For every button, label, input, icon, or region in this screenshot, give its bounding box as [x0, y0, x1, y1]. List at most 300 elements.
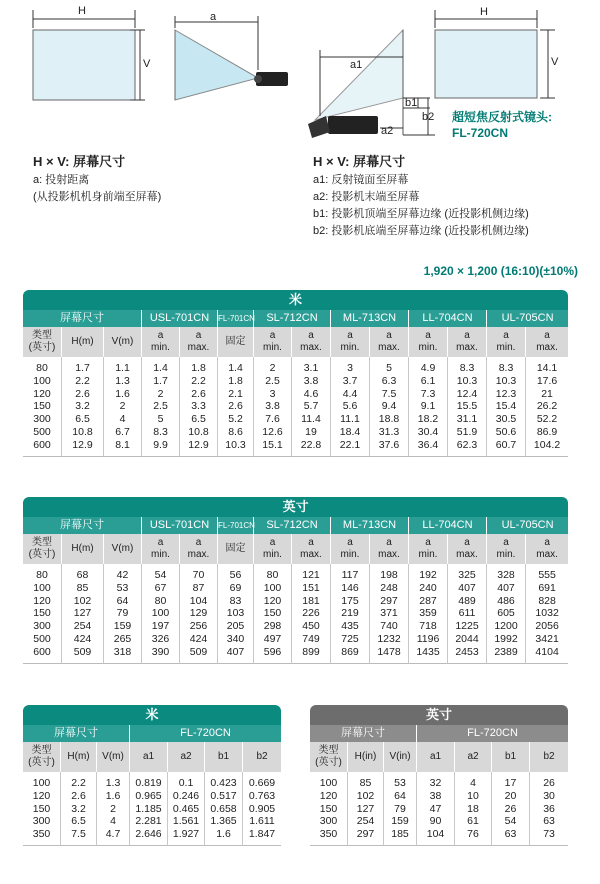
- table-cell: 1.6: [96, 790, 129, 803]
- table-row: [23, 564, 568, 582]
- table-cell: 300: [319, 815, 338, 828]
- column-header: b2: [242, 742, 281, 772]
- screen-size-header: 屏幕尺寸: [23, 310, 141, 327]
- table-row: [23, 815, 281, 828]
- table-cell: 53: [383, 772, 416, 790]
- table-cell: 26: [529, 772, 568, 790]
- model-header: UL-705CN: [486, 517, 568, 534]
- table-cell: 181: [291, 595, 330, 608]
- table-cell: 2.6: [217, 400, 253, 413]
- table-cell: 1.8: [217, 375, 253, 388]
- table-cell: 129: [179, 607, 217, 620]
- table-cell: 740: [369, 620, 408, 633]
- table-cell: 3: [253, 388, 291, 401]
- table-cell: 18.8: [369, 413, 408, 426]
- table-cell: 159: [383, 815, 416, 828]
- a-max-header: a max.: [447, 327, 486, 357]
- table-cell: 80: [36, 569, 48, 581]
- column-header: a2: [454, 742, 491, 772]
- table-cell: 326: [141, 633, 179, 646]
- table-cell: 0.517: [204, 790, 242, 803]
- table-cell: 53: [103, 582, 141, 595]
- table-cell: 8.6: [217, 426, 253, 439]
- table-cell: 2.5: [141, 400, 179, 413]
- h-header: H(m): [61, 327, 103, 357]
- table-cell: 600: [23, 646, 61, 664]
- table-cell: 9.1: [408, 400, 447, 413]
- table-cell: 1.1: [103, 357, 141, 375]
- table-row: [23, 439, 568, 457]
- table-body: [23, 497, 568, 664]
- model-header: SL-712CN: [253, 517, 330, 534]
- table-cell: 509: [61, 646, 103, 664]
- table-cell: 600: [23, 439, 61, 457]
- table-cell: 80: [36, 362, 48, 374]
- table-cell: 9.9: [141, 439, 179, 457]
- table-cell: 8.3: [447, 357, 486, 375]
- table-cell: 60.7: [486, 439, 525, 457]
- table-cell: 328: [486, 564, 525, 582]
- model-row: [23, 725, 281, 742]
- table-row: [310, 828, 568, 846]
- table-cell: 371: [369, 607, 408, 620]
- table-cell: 2: [253, 357, 291, 375]
- table-cell: 4.4: [330, 388, 369, 401]
- table-cell: 14.1: [525, 357, 568, 375]
- table-cell: 219: [330, 607, 369, 620]
- table-cell: 50.6: [486, 426, 525, 439]
- table-cell: 1.365: [204, 815, 242, 828]
- fl720-table-inches: [310, 705, 568, 846]
- a-min-header: a min.: [486, 327, 525, 357]
- table-row: [23, 646, 568, 664]
- table-cell: 2.2: [179, 375, 217, 388]
- table-cell: 37.6: [369, 439, 408, 457]
- unit-header: 米: [23, 705, 281, 725]
- table-row: [23, 803, 281, 816]
- table-cell: 83: [217, 595, 253, 608]
- table-cell: 0.669: [242, 772, 281, 790]
- table-cell: 12.6: [253, 426, 291, 439]
- table-cell: 120: [33, 594, 51, 607]
- table-cell: 2453: [447, 646, 486, 664]
- table-cell: 0.819: [129, 772, 167, 790]
- table-cell: 486: [486, 595, 525, 608]
- table-cell: 2.281: [129, 815, 167, 828]
- table-cell: 68: [61, 564, 103, 582]
- table-cell: 31.3: [369, 426, 408, 439]
- table-cell: 63: [529, 815, 568, 828]
- table-cell: 146: [330, 582, 369, 595]
- table-cell: 4: [96, 815, 129, 828]
- table-cell: 899: [291, 646, 330, 664]
- column-header: a1: [129, 742, 167, 772]
- unit-row: [23, 705, 281, 725]
- table-cell: 1.3: [103, 375, 141, 388]
- column-header: V(m): [96, 742, 129, 772]
- screen-size-header: 屏幕尺寸: [310, 725, 416, 742]
- table-cell: 127: [347, 803, 383, 816]
- table-cell: 450: [291, 620, 330, 633]
- table-cell: 6.1: [408, 375, 447, 388]
- table-cell: 61: [454, 815, 491, 828]
- table-cell: 7.6: [253, 413, 291, 426]
- table-cell: 54: [491, 815, 529, 828]
- table-cell: 297: [347, 828, 383, 846]
- table-cell: 52.2: [525, 413, 568, 426]
- table-cell: 869: [330, 646, 369, 664]
- table-cell: 100: [253, 582, 291, 595]
- table-cell: 1.185: [129, 803, 167, 816]
- table-cell: 150: [319, 802, 338, 815]
- table-row: [23, 595, 568, 608]
- table-cell: 2056: [525, 620, 568, 633]
- table-cell: 54: [141, 564, 179, 582]
- table-cell: 4: [454, 772, 491, 790]
- table-cell: 15.4: [486, 400, 525, 413]
- unit-header: 英寸: [23, 497, 568, 517]
- notes-right-line: b2: 投影机底端至屏幕边缘 (近投影机侧边缘): [313, 225, 529, 237]
- table-cell: 17.6: [525, 375, 568, 388]
- table-cell: 127: [61, 607, 103, 620]
- table-cell: 12.3: [486, 388, 525, 401]
- model-header: USL-701CN: [141, 310, 217, 327]
- table-cell: 120: [319, 789, 338, 802]
- table-cell: 1196: [408, 633, 447, 646]
- a-max-header: a max.: [525, 327, 568, 357]
- type-header: 类型 (英寸): [23, 327, 61, 357]
- table-cell: 1200: [486, 620, 525, 633]
- table-cell: 198: [369, 564, 408, 582]
- a-min-header: a min.: [141, 327, 179, 357]
- table-cell: 120: [32, 789, 51, 802]
- table-row: [23, 400, 568, 413]
- table-cell: 79: [383, 803, 416, 816]
- table-cell: 350: [310, 828, 347, 846]
- table-cell: 407: [486, 582, 525, 595]
- table-cell: 100: [141, 607, 179, 620]
- column-header: H(m): [60, 742, 96, 772]
- table-body: [23, 705, 281, 846]
- fl720-table-meters: [23, 705, 281, 846]
- throw-table-meters: [23, 290, 568, 457]
- left-h-label: H: [78, 5, 86, 17]
- table-cell: 2: [141, 388, 179, 401]
- table-cell: 100: [33, 374, 51, 387]
- table-cell: 1.6: [204, 828, 242, 846]
- table-cell: 1.847: [242, 828, 281, 846]
- table-cell: 5.2: [217, 413, 253, 426]
- table-row: [23, 790, 281, 803]
- table-cell: 2: [103, 400, 141, 413]
- a-min-header: a min.: [141, 534, 179, 564]
- table-cell: 73: [529, 828, 568, 846]
- table-cell: 424: [61, 633, 103, 646]
- table-cell: 80: [141, 595, 179, 608]
- a-max-header: a max.: [525, 534, 568, 564]
- table-cell: 500: [33, 425, 51, 438]
- table-row: [310, 772, 568, 790]
- table-cell: 1.561: [167, 815, 204, 828]
- table-cell: 5: [141, 413, 179, 426]
- table-row: [23, 772, 281, 790]
- table-cell: 2: [96, 803, 129, 816]
- fixed-header: 固定: [217, 327, 253, 357]
- subheader-row: [23, 742, 281, 772]
- table-cell: 300: [33, 620, 51, 633]
- table-cell: 828: [525, 595, 568, 608]
- table-cell: 150: [33, 607, 51, 620]
- table-cell: 80: [253, 564, 291, 582]
- table-cell: 555: [525, 564, 568, 582]
- table-cell: 151: [291, 582, 330, 595]
- table-cell: 254: [61, 620, 103, 633]
- model-header: FL-701CN: [217, 517, 253, 534]
- table-cell: 6.5: [61, 413, 103, 426]
- table-cell: 1.8: [179, 357, 217, 375]
- table-cell: 205: [217, 620, 253, 633]
- a-min-header: a min.: [408, 534, 447, 564]
- table-cell: 20: [491, 790, 529, 803]
- table-cell: 265: [103, 633, 141, 646]
- notes-left-title: H × V: 屏幕尺寸: [33, 154, 126, 169]
- table-cell: 22.8: [291, 439, 330, 457]
- table-cell: 300: [33, 413, 51, 426]
- notes-right-line: b1: 投影机顶端至屏幕边缘 (近投影机侧边缘): [313, 208, 529, 220]
- a-max-header: a max.: [369, 327, 408, 357]
- table-row: [23, 388, 568, 401]
- table-cell: 31.1: [447, 413, 486, 426]
- table-cell: 32: [416, 772, 454, 790]
- table-cell: 2389: [486, 646, 525, 664]
- table-cell: 350: [23, 828, 60, 846]
- unit-row: [310, 705, 568, 725]
- column-header: H(in): [347, 742, 383, 772]
- table-cell: 18.2: [408, 413, 447, 426]
- a-min-header: a min.: [330, 327, 369, 357]
- unit-header: 米: [23, 290, 568, 310]
- table-cell: 1992: [486, 633, 525, 646]
- table-cell: 192: [408, 564, 447, 582]
- notes-left-line: a: 投射距离: [33, 174, 90, 186]
- table-cell: 197: [141, 620, 179, 633]
- table-cell: 1.7: [141, 375, 179, 388]
- model-header: LL-704CN: [408, 310, 486, 327]
- column-header: b1: [204, 742, 242, 772]
- table-cell: 5.6: [330, 400, 369, 413]
- a-min-header: a min.: [486, 534, 525, 564]
- table-cell: 0.246: [167, 790, 204, 803]
- table-cell: 104.2: [525, 439, 568, 457]
- table-row: [310, 790, 568, 803]
- a-max-header: a max.: [179, 534, 217, 564]
- table-row: [23, 413, 568, 426]
- table-cell: 435: [330, 620, 369, 633]
- table-cell: 1.6: [103, 388, 141, 401]
- lens-caption-line2: FL-720CN: [452, 126, 509, 140]
- table-cell: 10.3: [486, 375, 525, 388]
- table-cell: 407: [217, 646, 253, 664]
- table-cell: 3.2: [60, 803, 96, 816]
- table-cell: 318: [103, 646, 141, 664]
- table-cell: 725: [330, 633, 369, 646]
- v-header: V(m): [103, 534, 141, 564]
- table-row: [23, 357, 568, 375]
- table-cell: 287: [408, 595, 447, 608]
- a-max-header: a max.: [447, 534, 486, 564]
- table-cell: 3.8: [253, 400, 291, 413]
- table-cell: 15.1: [253, 439, 291, 457]
- table-cell: 0.1: [167, 772, 204, 790]
- table-cell: 749: [291, 633, 330, 646]
- column-header: V(in): [383, 742, 416, 772]
- a-min-header: a min.: [253, 327, 291, 357]
- table-cell: 500: [33, 632, 51, 645]
- table-cell: 12.9: [61, 439, 103, 457]
- table-cell: 300: [32, 815, 51, 828]
- table-cell: 3421: [525, 633, 568, 646]
- table-cell: 150: [32, 802, 51, 815]
- notes-right: [313, 172, 529, 240]
- model-row: [23, 310, 568, 327]
- table-cell: 240: [408, 582, 447, 595]
- right-h-label: H: [480, 6, 488, 18]
- unit-row: [23, 497, 568, 517]
- table-cell: 4.7: [96, 828, 129, 846]
- table-cell: 4104: [525, 646, 568, 664]
- notes-right-line: a2: 投影机末端至屏幕: [313, 191, 420, 203]
- a-min-header: a min.: [408, 327, 447, 357]
- unit-row: [23, 290, 568, 310]
- table-cell: 76: [454, 828, 491, 846]
- subheader-row: [23, 534, 568, 564]
- table-cell: 63: [491, 828, 529, 846]
- table-cell: 30: [529, 790, 568, 803]
- table-cell: 4.6: [291, 388, 330, 401]
- table-cell: 5.7: [291, 400, 330, 413]
- notes-right-line: a1: 反射镜面至屏幕: [313, 174, 409, 186]
- a-min-header: a min.: [253, 534, 291, 564]
- table-cell: 120: [253, 595, 291, 608]
- table-cell: 90: [416, 815, 454, 828]
- table-cell: 298: [253, 620, 291, 633]
- notes-left: [33, 172, 161, 206]
- table-cell: 5: [369, 357, 408, 375]
- model-row: [23, 517, 568, 534]
- a-max-header: a max.: [369, 534, 408, 564]
- left-a-label: a: [210, 11, 217, 23]
- table-cell: 150: [33, 400, 51, 413]
- v-header: V(m): [103, 327, 141, 357]
- table-cell: 86.9: [525, 426, 568, 439]
- table-cell: 0.465: [167, 803, 204, 816]
- table-cell: 56: [217, 564, 253, 582]
- table-cell: 254: [347, 815, 383, 828]
- table-cell: 1032: [525, 607, 568, 620]
- table-cell: 102: [347, 790, 383, 803]
- table-cell: 0.965: [129, 790, 167, 803]
- table-cell: 67: [141, 582, 179, 595]
- model-header: ML-713CN: [330, 517, 408, 534]
- table-row: [310, 803, 568, 816]
- table-row: [23, 426, 568, 439]
- table-cell: 1435: [408, 646, 447, 664]
- table-cell: 1478: [369, 646, 408, 664]
- table-cell: 11.4: [291, 413, 330, 426]
- table-cell: 102: [61, 595, 103, 608]
- model-header: FL-701CN: [217, 310, 253, 327]
- table-cell: 1232: [369, 633, 408, 646]
- table-cell: 8.3: [141, 426, 179, 439]
- right-a1-label: a1: [350, 59, 363, 71]
- table-cell: 38: [416, 790, 454, 803]
- table-row: [23, 633, 568, 646]
- table-cell: 6.5: [60, 815, 96, 828]
- table-cell: 4: [103, 413, 141, 426]
- notes-left-line: (从投影机机身前端至屏幕): [33, 191, 162, 203]
- table-cell: 12.9: [179, 439, 217, 457]
- model-header: FL-720CN: [129, 725, 281, 742]
- model-header: FL-720CN: [416, 725, 568, 742]
- table-cell: 103: [217, 607, 253, 620]
- table-cell: 104: [416, 828, 454, 846]
- table-cell: 6.5: [179, 413, 217, 426]
- table-cell: 42: [103, 564, 141, 582]
- right-b1-label: b1: [405, 97, 418, 109]
- fixed-header: 固定: [217, 534, 253, 564]
- a-max-header: a max.: [179, 327, 217, 357]
- table-row: [23, 620, 568, 633]
- table-cell: 36: [529, 803, 568, 816]
- table-cell: 226: [291, 607, 330, 620]
- table-cell: 175: [330, 595, 369, 608]
- table-cell: 104: [179, 595, 217, 608]
- table-row: [310, 815, 568, 828]
- table-cell: 26.2: [525, 400, 568, 413]
- table-cell: 248: [369, 582, 408, 595]
- table-cell: 85: [61, 582, 103, 595]
- table-cell: 64: [103, 595, 141, 608]
- table-cell: 297: [369, 595, 408, 608]
- table-cell: 159: [103, 620, 141, 633]
- left-v-label: V: [143, 58, 151, 70]
- table-cell: 3: [330, 357, 369, 375]
- h-header: H(m): [61, 534, 103, 564]
- table-cell: 120: [33, 387, 51, 400]
- subheader-row: [310, 742, 568, 772]
- table-cell: 9.4: [369, 400, 408, 413]
- throw-table-inches: [23, 497, 568, 664]
- a-min-header: a min.: [330, 534, 369, 564]
- table-cell: 150: [253, 607, 291, 620]
- table-row: [23, 607, 568, 620]
- table-cell: 4.9: [408, 357, 447, 375]
- column-header: a2: [167, 742, 204, 772]
- table-cell: 359: [408, 607, 447, 620]
- table-cell: 51.9: [447, 426, 486, 439]
- table-cell: 3.1: [291, 357, 330, 375]
- table-cell: 2.2: [61, 375, 103, 388]
- table-cell: 3.2: [61, 400, 103, 413]
- table-cell: 79: [103, 607, 141, 620]
- table-cell: 691: [525, 582, 568, 595]
- table-cell: 340: [217, 633, 253, 646]
- table-body: [23, 290, 568, 457]
- table-cell: 1.7: [61, 357, 103, 375]
- table-cell: 407: [447, 582, 486, 595]
- table-cell: 117: [330, 564, 369, 582]
- table-cell: 1.4: [217, 357, 253, 375]
